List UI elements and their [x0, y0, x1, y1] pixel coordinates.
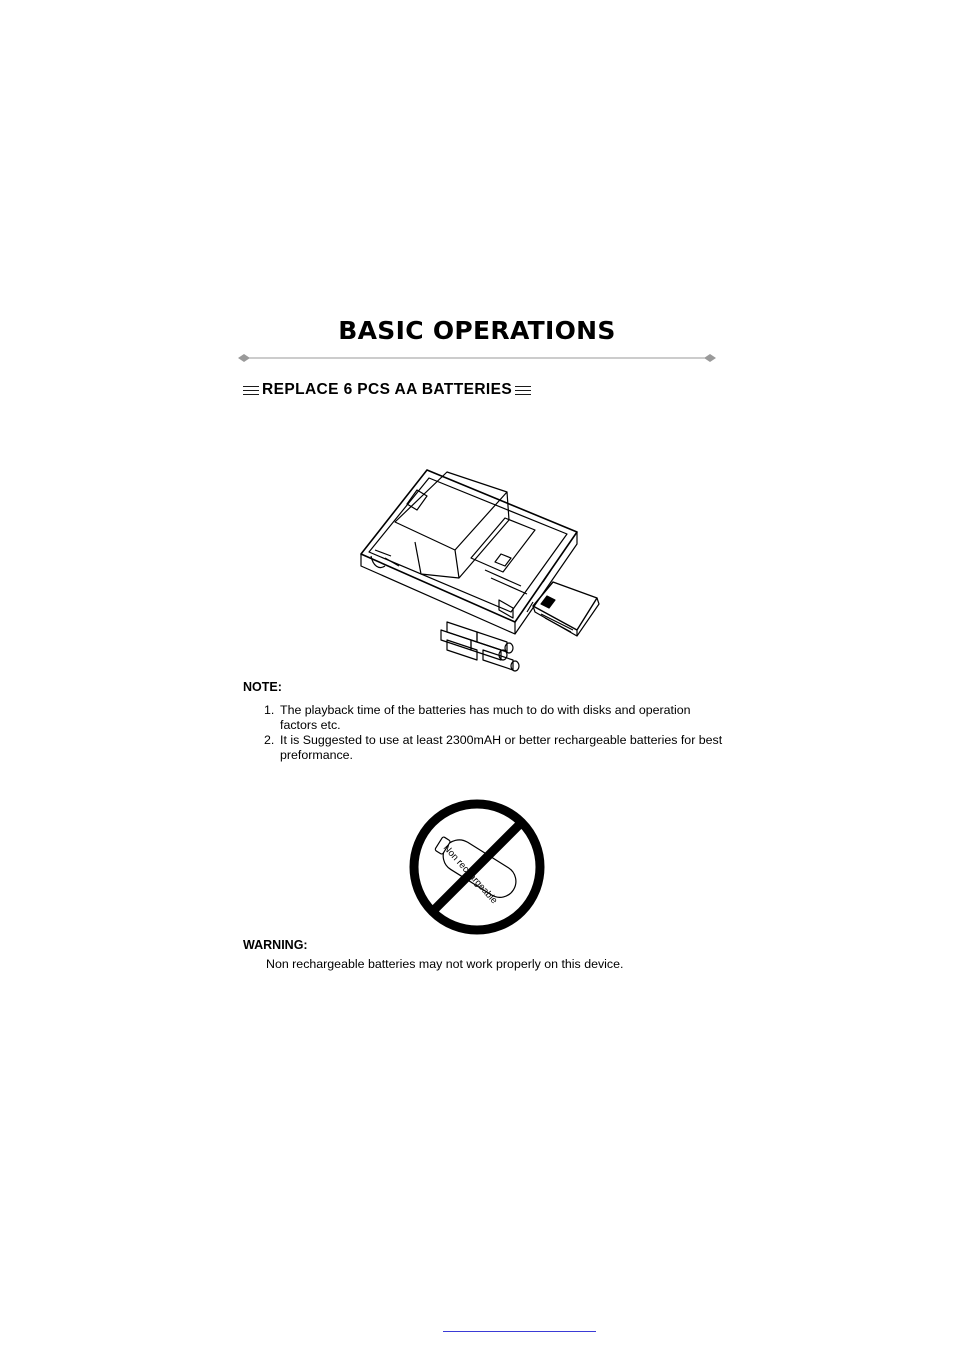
aa-batteries [441, 622, 519, 671]
section-heading [243, 380, 531, 400]
list-item [264, 733, 724, 762]
list-item [264, 703, 724, 732]
battery-label-text: Non rechargeable [440, 842, 500, 907]
device-body [361, 470, 577, 634]
heading-lines-icon [515, 385, 531, 396]
note-list [264, 703, 724, 763]
footer-link-underline[interactable] [443, 1331, 596, 1332]
list-item-text: It is Suggested to use at least 2300mAH or better rechargeable batteries for best preformance. [280, 733, 723, 762]
battery-compartment-illustration [355, 462, 617, 684]
title-divider [236, 350, 718, 366]
heading-lines-icon [243, 385, 259, 396]
list-item-text: The playback time of the batteries has much to do with disks and operation factors etc. [280, 703, 691, 732]
warning-text: Non rechargeable batteries may not work properly on this device. [266, 957, 624, 971]
note-label: NOTE: [243, 680, 282, 694]
list-item-number: 2. [264, 733, 275, 748]
warning-label: WARNING: [243, 938, 308, 952]
list-item-number: 1. [264, 703, 275, 717]
no-battery-warning-icon [406, 796, 548, 938]
section-heading-text: REPLACE 6 PCS AA BATTERIES [262, 381, 513, 398]
page-title: BASIC OPERATIONS [338, 316, 616, 345]
battery-door [533, 582, 599, 636]
